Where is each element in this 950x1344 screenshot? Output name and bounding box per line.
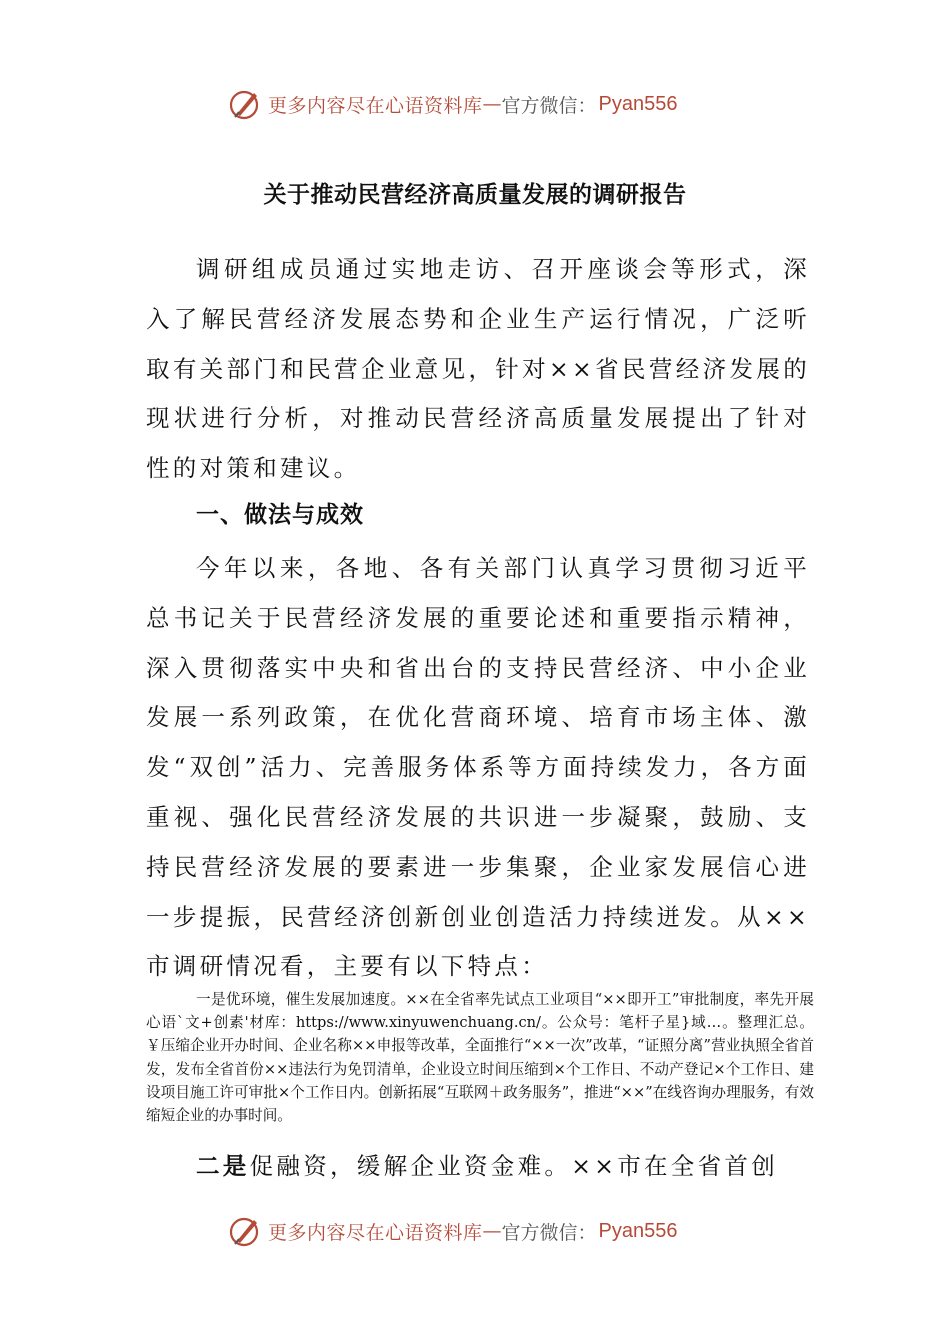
intro-paragraph: 调研组成员通过实地走访、召开座谈会等形式，深入了解民营经济发展态势和企业生产运行情况，广泛听取有关部门和民营企业意见，针对××省民营经济发展的现状进行分析，对推动民营经济高质量发展提出了针对性的对策和建议。 [146, 255, 810, 483]
banner-separator: — [482, 93, 502, 115]
header-watermark-banner [228, 84, 678, 124]
section-heading: 一、做法与成效 [196, 502, 364, 528]
point-two-paragraph [196, 1142, 816, 1191]
banner-wechat-label: 官方微信： [501, 94, 597, 117]
banner-wechat-id: Pyan556 [598, 1219, 678, 1242]
document-title: 关于推动民营经济高质量发展的调研报告 [263, 181, 687, 208]
banner-wechat-label: 官方微信： [501, 1221, 597, 1244]
quill-logo-icon [228, 1214, 262, 1248]
banner-text: 更多内容尽在心语资料库 [268, 1221, 483, 1244]
quill-logo-icon [228, 87, 262, 121]
banner-wechat-id: Pyan556 [598, 92, 678, 115]
footer-watermark-banner [228, 1211, 678, 1251]
banner-separator: — [482, 1220, 502, 1242]
point-two-lead: 二是 [196, 1152, 250, 1180]
banner-text: 更多内容尽在心语资料库 [268, 94, 483, 117]
point-one-paragraph: 一是优环境，催生发展加速度。××在全省率先试点工业项目“××即开工”审批制度，率先开展心语`文+创素'材库：https://www.xinyuwenchuang.cn/。公众号：笔杆子星}域…。整理汇总。￥压缩企业开办时间、企业名称××申报等改革，全面推行“××一次”改革，“证照分离”营业执照全省首发，发布全省首份××违法行为免罚清单，企业设立时间压缩到×个工作日、不动产登记×个工作日、建设项目施工许可审批×个工作日内。创新拓展“互联网＋政务服务”，推进“××”在线咨询办理服务，有效缩短企业的办事时间。 [146, 991, 814, 1125]
section-body-paragraph: 今年以来，各地、各有关部门认真学习贯彻习近平总书记关于民营经济发展的重要论述和重要指示精神，深入贯彻落实中央和省出台的支持民营经济、中小企业发展一系列政策，在优化营商环境、培育市场主体、激发“双创”活力、完善服务体系等方面持续发力，各方面重视、强化民营经济发展的共识进一步凝聚，鼓励、支持民营经济发展的要素进一步集聚，企业家发展信心进一步提振，民营经济创新创业创造活力持续迸发。从××市调研情况看，主要有以下特点： [146, 554, 810, 981]
point-two-text: 促融资，缓解企业资金难。××市在全省首创 [249, 1152, 778, 1180]
